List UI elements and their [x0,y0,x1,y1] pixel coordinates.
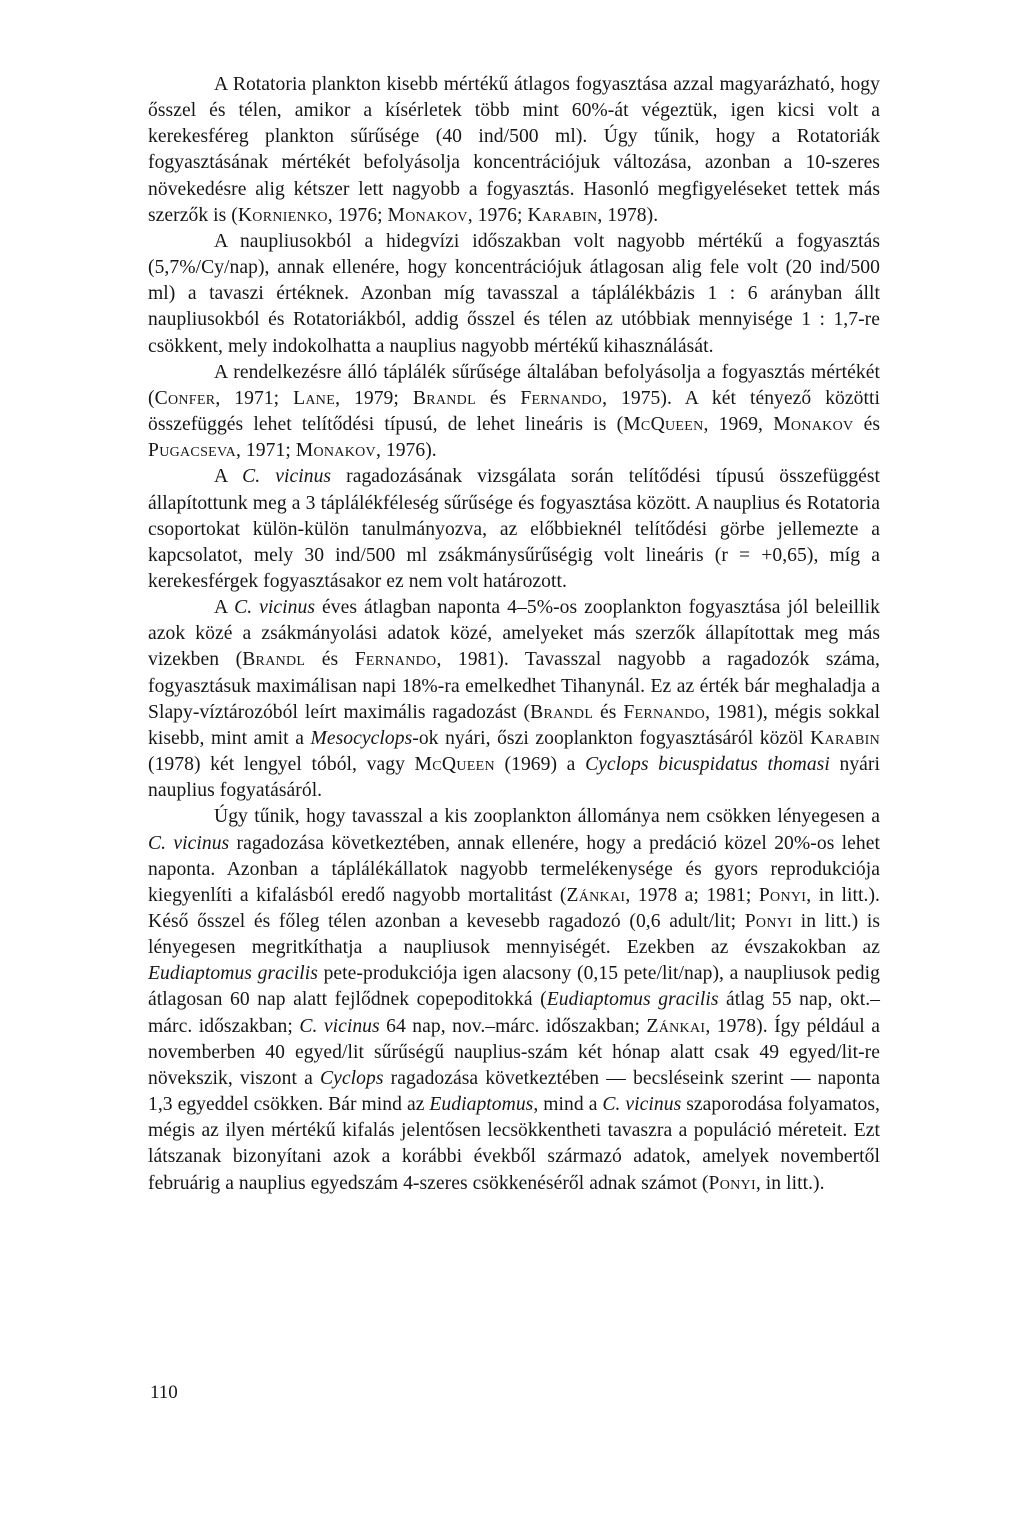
author-name: Pugacseva [148,440,237,462]
text-run: éves átlagban naponta 4–5%-os zooplankton fogyasztása jól beleillik azok közé a zsákmányolási adatok közé, amelyeket más szerzők állapítottak meg más vizekben ( [148,597,880,671]
author-name: Brandl [242,649,306,671]
text-run: és [853,414,880,436]
author-name: Monakov [773,414,854,436]
text-run: Úgy tűnik, hogy tavasszal a kis zooplankton állománya nem csökken lényegesen a [214,806,880,828]
text-run: , 1981), mégis sokkal kisebb, mint amit a [148,701,880,749]
author-name: Brandl [412,387,476,409]
text-run: ragadozása következtében — becsléseink szerint — naponta 1,3 egyeddel csökken. Bár mind az [148,1067,881,1116]
text-run: , 1979; [335,387,413,409]
author-name: McQueen [623,414,704,436]
text-run: , in litt.). Késő ősszel és főleg télen azonban a kevesebb ragadozó (0,6 adult/lit; [148,884,880,932]
author-name: Ponyi [708,1172,756,1194]
text-run: -ok nyári, őszi zooplankton fogyasztásáról közöl [412,727,811,749]
taxon-name: Cyclops bicuspidatus thomasi [585,754,830,776]
paragraph [148,595,880,804]
text-run: , 1976; [467,204,528,226]
text-run: , 1978). Így például a novemberben 40 egyed/lit sűrűségű nauplius-szám két hónap alatt csak 49 egyed/lit-re növekszik, viszont a [148,1015,880,1089]
author-name: Kornienko [237,204,328,226]
text-run: pete-produkciója igen alacsony (0,15 pete/lit/nap), a naupliusok pedig átlagosan 60 nap alatt fejlődnek copepoditokká ( [148,963,880,1011]
text-run: , 1975). A két tényező közötti összefüggés lehet telítődési típusú, de lehet lineáris is ( [148,387,880,436]
author-name: McQueen [414,754,495,776]
author-name: Fernando [623,701,706,723]
author-name: Monakov [295,440,376,462]
author-name: Fernando [520,387,603,409]
taxon-name: Eudiaptomus [429,1094,534,1116]
author-name: Karabin [810,727,880,749]
text-run: és [305,649,355,671]
text-run: ragadozásának vizsgálata során telítődési típusú összefüggést állapítottunk meg a 3 táplálékféleség sűrűsége és fogyasztása között. A nauplius és Rotatoria csoportokat külön-külön tanulmányozva, az előbbieknél telítődési görbe jellemezte a kapcsolatot, mely 30 ind/500 ml zsákmánysűrűségig volt lineáris (r = +0,65), míg a kerekesférgek fogyasztásakor ez nem volt határozott. [148,466,881,592]
author-name: Karabin [527,204,598,226]
text-run: , mind a [533,1094,603,1116]
paragraph [148,229,880,360]
page-number: 110 [150,1382,178,1403]
taxon-name: C. vicinus [299,1015,380,1037]
author-name: Lane [293,387,336,409]
text-run: in litt.) is lényegesen megritkíthatja a naupliusok mennyiségét. Ezekben az évszakokban az [148,911,880,959]
body-text [148,72,880,1197]
paragraph [148,464,880,595]
text-run: , 1969, [703,414,774,436]
text-run: , 1978). [597,204,659,226]
paragraph [148,804,880,1196]
taxon-name: Mesocyclops [310,727,413,749]
text-run: nyári nauplius fogyatásáról. [148,754,880,802]
taxon-name: Cyclops [320,1067,384,1089]
text-run: , 1978 a; 1981; [625,884,759,906]
author-name: Zánkai [646,1015,706,1037]
taxon-name: C. vicinus [242,466,332,488]
taxon-name: Eudiaptomus gracilis [148,963,318,985]
text-run: (1978) két lengyel tóból, vagy [148,754,415,776]
author-name: Ponyi [744,911,793,932]
text-run: A naupliusokból a hidegvízi időszakban volt nagyobb mértékű a fogyasztás (5,7%/Cy/nap), annak ellenére, hogy koncentrációjuk átlagosan alig fele volt (20 ind/500 ml) a tavaszi értéknek. Azonban míg tavasszal a táplálékbázis 1 : 6 arányban állt naupliusokból és Rotatoriákból, addig ősszel és télen az utóbbiak mennyisége 1 : 1,7-re csökkent, mely indokolhatta a nauplius nagyobb mértékű kihasználását. [148,230,880,357]
author-name: Confer [154,387,216,409]
author-name: Monakov [387,204,468,226]
author-name: Brandl [530,701,594,723]
author-name: Fernando [354,649,437,671]
taxon-name: C. vicinus [148,832,230,854]
text-run: A rendelkezésre álló táplálék sűrűsége általában befolyásolja a fogyasztás mértékét ( [148,361,880,409]
paragraph [148,72,880,229]
text-run: 64 nap, nov.–márc. időszakban; [379,1015,647,1037]
text-run: , in litt.). [755,1172,825,1194]
text-run: A [214,466,243,488]
text-run: , 1971; [236,440,296,462]
text-run: , 1981). Tavasszal nagyobb a ragadozók száma, fogyasztásuk maximálisan napi 18%-ra emelkedhet Tihanynál. Ez az érték bár meghaladja a Slapy-víztározóból leírt maximális ragadozást ( [148,649,880,723]
text-run: és [593,701,624,723]
taxon-name: C. vicinus [602,1094,682,1116]
text-run: A Rotatoria plankton kisebb mértékű átlagos fogyasztása azzal magyarázható, hogy ősszel és télen, amikor a kísérletek több mint 60%-át végeztük, igen kicsi volt a kerekesféreg plankton sűrűsége (40 ind/500 ml). Úgy tűnik, hogy a Rotatoriák fogyasztásának mértékét befolyásolja koncentrációjuk változása, azonban a 10-szeres növekedésre alig kétszer lett nagyobb a fogyasztás. Hasonló megfigyeléseket tettek más szerzők is ( [148,74,880,226]
text-run: (1969) a [494,754,586,776]
text-run: szaporodása folyamatos, mégis az ilyen mértékű kifalás jelentősen lecsökkentheti tavaszra a populáció méreteit. Ezt látszanak bizonyítani azok a korábbi évekből származó adatok, amelyek novembertől februárig a nauplius egyedszám 4-szeres csökkenéséről adnak számot ( [148,1094,880,1194]
text-run: , 1976; [327,204,388,226]
text-run: , 1976). [375,440,437,462]
taxon-name: C. vicinus [234,597,316,619]
author-name: Ponyi [758,884,807,906]
paragraph [148,360,880,465]
text-run: és [475,387,521,409]
text-run: , 1971; [215,387,294,409]
author-name: Zánkai [566,884,626,906]
text-run: ragadozása következtében, annak ellenére, hogy a predáció közel 20%-os lehet naponta. Azonban a táplálékállatok nagyobb termelékenysége és gyors reprodukciója kiegyenlíti a kifalásból eredő nagyobb mortalitást ( [148,832,880,906]
taxon-name: Eudiaptomus gracilis [546,989,719,1011]
text-run: A [214,597,235,619]
text-run: átlag 55 nap, okt.–márc. időszakban; [148,989,880,1037]
